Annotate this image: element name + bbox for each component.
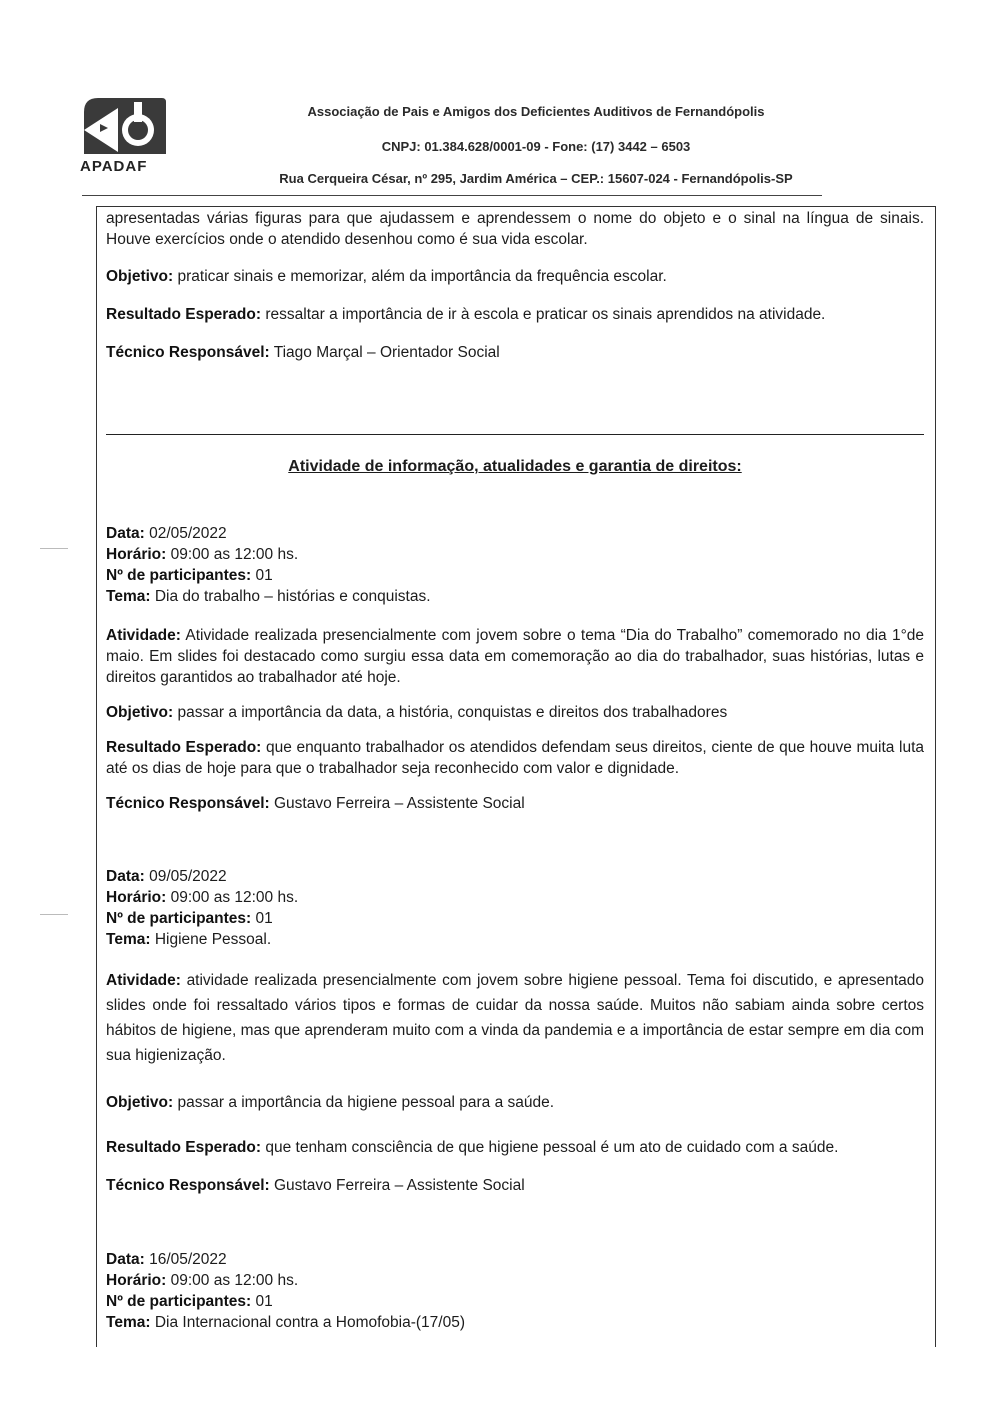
data-value: 16/05/2022 [149, 1251, 227, 1268]
participantes-label: Nº de participantes: [106, 910, 252, 927]
data-label: Data: [106, 525, 145, 542]
tecnico-paragraph [106, 793, 924, 814]
section-title: Atividade de informação, atualidades e garantia de direitos: [288, 458, 742, 475]
tecnico-label: Técnico Responsável: [106, 1177, 270, 1194]
tecnico-label: Técnico Responsável: [106, 795, 270, 812]
org-name: Associação de Pais e Amigos dos Deficientes Auditivos de Fernandópolis [307, 104, 765, 119]
tecnico-label: Técnico Responsável: [106, 344, 270, 361]
resultado-paragraph [106, 1137, 924, 1158]
objetivo-text: praticar sinais e memorizar, além da importância da frequência escolar. [177, 268, 667, 285]
objetivo-paragraph [106, 1092, 924, 1113]
horario-value: 09:00 as 12:00 hs. [170, 889, 299, 906]
resultado-paragraph [106, 304, 924, 325]
resultado-paragraph [106, 737, 924, 779]
participantes-row [106, 565, 924, 586]
horario-label: Horário: [106, 546, 167, 563]
objetivo-paragraph [106, 266, 924, 287]
objetivo-label: Objetivo: [106, 1094, 174, 1111]
data-row [106, 866, 924, 887]
horario-value: 09:00 as 12:00 hs. [170, 546, 299, 563]
horario-row [106, 544, 924, 565]
tema-value: Dia do trabalho – histórias e conquistas. [154, 588, 431, 605]
address-line: Rua Cerqueira César, nº 295, Jardim América – CEP.: 15607-024 - Fernandópolis-SP [279, 171, 793, 186]
data-row [106, 1249, 924, 1270]
participantes-label: Nº de participantes: [106, 1293, 252, 1310]
section-divider [106, 434, 924, 435]
data-row [106, 523, 924, 544]
participantes-row [106, 908, 924, 929]
tema-value: Higiene Pessoal. [154, 931, 272, 948]
atividade-paragraph [106, 968, 924, 1068]
participantes-row [106, 1291, 924, 1312]
objetivo-text: passar a importância da data, a história, conquistas e direitos dos trabalhadores [177, 704, 728, 721]
tecnico-paragraph [106, 1175, 924, 1196]
objetivo-paragraph [106, 702, 924, 723]
resultado-text: que tenham consciência de que higiene pessoal é um ato de cuidado com a saúde. [265, 1139, 839, 1156]
data-label: Data: [106, 1251, 145, 1268]
participantes-value: 01 [255, 1293, 273, 1310]
tema-value: Dia Internacional contra a Homofobia-(17/05) [154, 1314, 465, 1331]
resultado-label: Resultado Esperado: [106, 1139, 262, 1156]
margin-mark [40, 548, 68, 549]
horario-row [106, 1270, 924, 1291]
report-body [106, 206, 924, 1333]
activity-entry [106, 1249, 924, 1333]
header-divider [82, 195, 822, 196]
logo-text: APADAF [80, 158, 148, 175]
tecnico-text: Tiago Marçal – Orientador Social [273, 344, 500, 361]
horario-label: Horário: [106, 1272, 167, 1289]
horario-label: Horário: [106, 889, 167, 906]
objetivo-label: Objetivo: [106, 268, 174, 285]
tema-row [106, 1312, 924, 1333]
horario-row [106, 887, 924, 908]
data-label: Data: [106, 868, 145, 885]
continuation-text: apresentadas várias figuras para que ajudassem e aprendessem o nome do objeto e o sinal na língua de sinais. Houve exercícios onde o atendido desenhou como é sua vida escolar. [106, 210, 924, 248]
tecnico-paragraph [106, 342, 924, 363]
margin-mark [40, 914, 68, 915]
cnpj-line: CNPJ: 01.384.628/0001-09 - Fone: (17) 3442 – 6503 [381, 139, 691, 154]
atividade-text: atividade realizada presencialmente com jovem sobre higiene pessoal. Tema foi discutido, e apresentado slides onde foi ressaltado vários tipos e formas de cuidar da nossa saúde. Muitos não sabiam ainda sobre certos hábitos de higiene, mas que aprenderam muito com a vinda da pandemia e a importância de estar sempre em dia com sua higienização. [106, 972, 925, 1064]
tema-label: Tema: [106, 1314, 151, 1331]
atividade-label: Atividade: [106, 627, 181, 644]
tecnico-text: Gustavo Ferreira – Assistente Social [273, 1177, 525, 1194]
participantes-value: 01 [255, 910, 273, 927]
resultado-label: Resultado Esperado: [106, 306, 262, 323]
letterhead [0, 0, 992, 210]
atividade-label: Atividade: [106, 972, 181, 989]
objetivo-label: Objetivo: [106, 704, 174, 721]
atividade-text: Atividade realizada presencialmente com jovem sobre o tema “Dia do Trabalho” comemorado no dia 1°de maio. Em slides foi destacado como surgiu essa data em comemoração ao dia do trabalhador, suas histórias, lutas e direitos garantidos ao trabalhador até hoje. [106, 627, 925, 686]
tema-label: Tema: [106, 931, 151, 948]
tecnico-text: Gustavo Ferreira – Assistente Social [273, 795, 525, 812]
horario-value: 09:00 as 12:00 hs. [170, 1272, 299, 1289]
data-value: 02/05/2022 [149, 525, 227, 542]
activity-entry [106, 523, 924, 814]
atividade-paragraph [106, 625, 924, 688]
participantes-label: Nº de participantes: [106, 567, 252, 584]
tema-label: Tema: [106, 588, 151, 605]
participantes-value: 01 [255, 567, 273, 584]
tema-row [106, 586, 924, 607]
resultado-text: ressaltar a importância de ir à escola e praticar os sinais aprendidos na atividade. [265, 306, 826, 323]
activity-entry [106, 866, 924, 1196]
resultado-label: Resultado Esperado: [106, 739, 262, 756]
tema-row [106, 929, 924, 950]
resultado-text: que enquanto trabalhador os atendidos defendam seus direitos, ciente de que houve muita luta até os dias de hoje para que o trabalhador seja reconhecido com valor e dignidade. [106, 739, 925, 777]
objetivo-text: passar a importância da higiene pessoal para a saúde. [177, 1094, 555, 1111]
data-value: 09/05/2022 [149, 868, 227, 885]
